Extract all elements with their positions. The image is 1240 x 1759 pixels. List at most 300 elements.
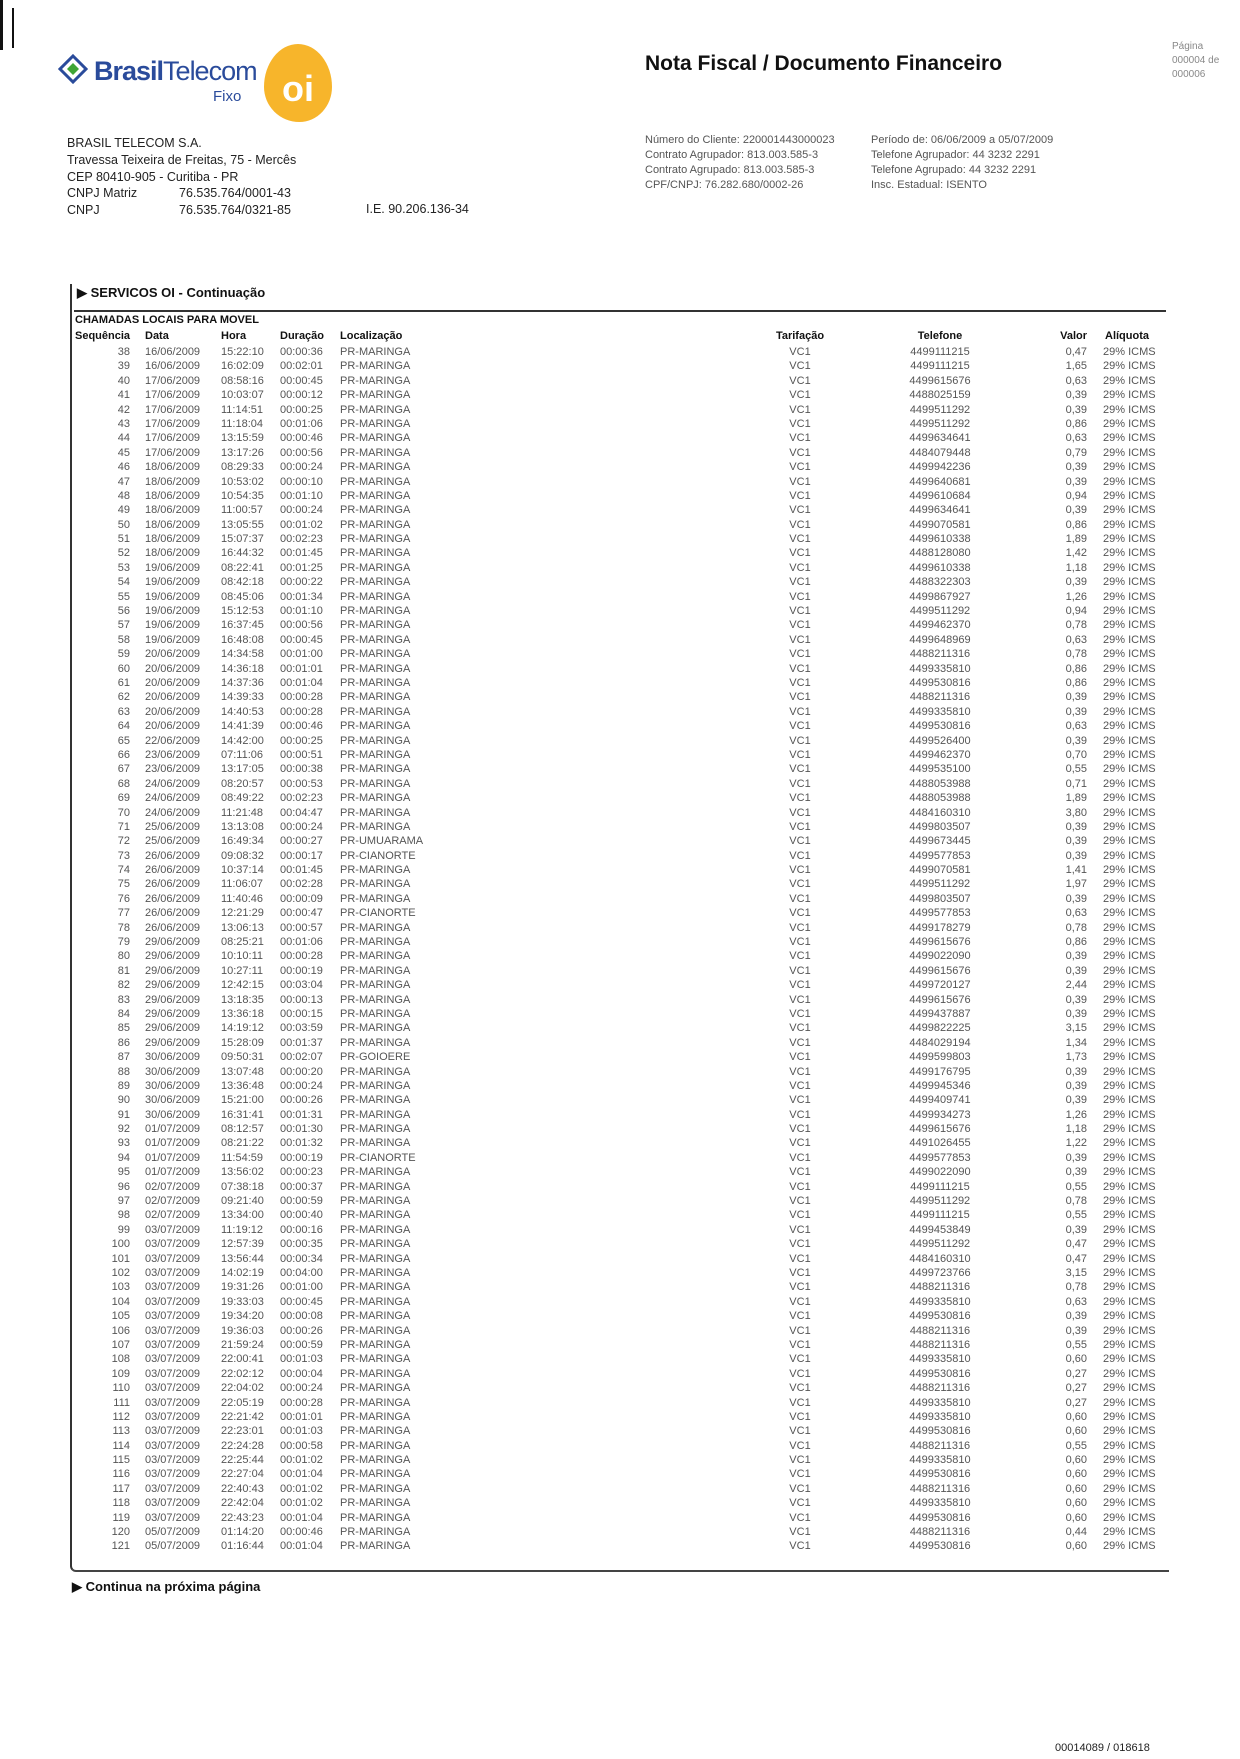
cell-localizacao: PR-MARINGA [340, 878, 411, 891]
cell-valor: 0,39 [1065, 820, 1087, 833]
cell-hora: 22:21:42 [221, 1410, 264, 1423]
cell-tarifacao: VC1 [789, 1022, 811, 1035]
cell-duracao: 00:02:23 [280, 792, 323, 805]
cell-date: 29/06/2009 [145, 1022, 201, 1035]
cell-seq: 77 [117, 907, 130, 920]
cell-telefone: 4491026455 [909, 1137, 971, 1150]
table-row [75, 863, 1165, 877]
cell-tarifacao: VC1 [789, 1007, 811, 1020]
cell-aliquota: 29% ICMS [1103, 835, 1156, 848]
cell-telefone: 4499530816 [909, 1310, 971, 1323]
cell-duracao: 00:02:28 [280, 878, 323, 891]
cell-seq: 94 [117, 1151, 130, 1164]
cell-telefone: 4488211316 [909, 1382, 971, 1395]
cell-duracao: 00:04:00 [280, 1267, 323, 1279]
cell-duracao: 00:00:51 [280, 748, 323, 761]
cell-valor: 0,55 [1065, 1180, 1087, 1193]
cell-tarifacao: VC1 [789, 633, 811, 646]
cell-hora: 19:31:26 [221, 1281, 264, 1294]
cell-aliquota: 29% ICMS [1103, 1267, 1156, 1279]
cell-localizacao: PR-MARINGA [340, 1195, 411, 1208]
cell-hora: 22:02:12 [221, 1367, 264, 1380]
cell-localizacao: PR-MARINGA [340, 432, 411, 445]
table-row [75, 359, 1165, 373]
cell-valor: 0,27 [1065, 1396, 1087, 1409]
cell-valor: 0,39 [1065, 1007, 1087, 1020]
cell-duracao: 00:00:15 [280, 1007, 323, 1020]
cell-seq: 80 [117, 950, 130, 963]
cell-date: 29/06/2009 [145, 1036, 201, 1049]
cell-aliquota: 29% ICMS [1103, 820, 1156, 833]
cell-hora: 08:42:18 [221, 576, 264, 589]
cell-hora: 08:25:21 [221, 936, 264, 949]
cell-seq: 87 [117, 1051, 130, 1064]
cell-aliquota: 29% ICMS [1103, 1252, 1156, 1265]
cell-aliquota: 29% ICMS [1103, 907, 1156, 920]
cell-aliquota: 29% ICMS [1103, 590, 1156, 603]
cell-seq: 103 [111, 1281, 130, 1294]
cell-localizacao: PR-MARINGA [340, 1410, 411, 1423]
cell-localizacao: PR-MARINGA [340, 720, 411, 733]
cell-valor: 0,60 [1065, 1468, 1087, 1481]
cell-hora: 12:21:29 [221, 907, 264, 920]
cell-telefone: 4499535100 [909, 763, 971, 776]
cell-telefone: 4499111215 [910, 1180, 970, 1193]
cell-aliquota: 29% ICMS [1103, 533, 1156, 546]
cell-localizacao: PR-MARINGA [340, 417, 411, 430]
cell-valor: 0,60 [1065, 1425, 1087, 1438]
cell-telefone: 4499178279 [909, 921, 971, 934]
cell-localizacao: PR-MARINGA [340, 1123, 411, 1136]
cell-hora: 14:41:39 [221, 720, 264, 733]
table-row [75, 906, 1165, 920]
cell-seq: 71 [117, 820, 130, 833]
cell-duracao: 00:01:01 [280, 1410, 323, 1423]
table-row [75, 618, 1165, 632]
client-info: Número do Cliente: 220001443000023 Contrato Agrupador: 813.003.585-3 Contrato Agrupado: 813.003.585-3 CPF/CNPJ: 76.282.680/0002-26 [645, 134, 835, 191]
table-row [75, 374, 1165, 388]
table-row [75, 748, 1165, 762]
table-row [75, 1482, 1165, 1496]
table-row [75, 1036, 1165, 1050]
cell-hora: 08:21:22 [221, 1137, 264, 1150]
cell-hora: 16:48:08 [221, 633, 264, 646]
cell-localizacao: PR-CIANORTE [340, 907, 416, 920]
table-row [75, 705, 1165, 719]
cell-tarifacao: VC1 [789, 878, 811, 891]
cell-valor: 0,86 [1065, 417, 1087, 430]
cell-duracao: 00:01:04 [280, 1540, 323, 1553]
cell-hora: 16:31:41 [221, 1108, 264, 1121]
cell-valor: 1,41 [1065, 864, 1087, 877]
cell-date: 30/06/2009 [145, 1079, 201, 1092]
cell-aliquota: 29% ICMS [1103, 1238, 1156, 1251]
cell-seq: 54 [117, 576, 130, 589]
cell-duracao: 00:00:26 [280, 1094, 323, 1107]
cell-tarifacao: VC1 [789, 1123, 811, 1136]
cell-seq: 110 [112, 1382, 130, 1395]
cell-localizacao: PR-MARINGA [340, 1367, 411, 1380]
table-row [75, 647, 1165, 661]
cell-telefone: 4488211316 [909, 1324, 971, 1337]
cell-localizacao: PR-MARINGA [340, 1425, 411, 1438]
cell-tarifacao: VC1 [789, 1382, 811, 1395]
table-row [75, 1180, 1165, 1194]
cell-date: 03/07/2009 [145, 1468, 201, 1481]
cell-tarifacao: VC1 [789, 461, 811, 474]
table-row [75, 676, 1165, 690]
cell-tarifacao: VC1 [789, 1180, 811, 1193]
cell-hora: 08:20:57 [221, 777, 264, 790]
cell-telefone: 4499022090 [909, 950, 971, 963]
table-row [75, 892, 1165, 906]
cell-hora: 08:58:16 [221, 374, 264, 387]
cell-telefone: 4488322303 [909, 576, 971, 589]
cell-localizacao: PR-MARINGA [340, 619, 411, 632]
cell-aliquota: 29% ICMS [1103, 1468, 1156, 1481]
cell-date: 17/06/2009 [145, 417, 201, 430]
cell-date: 29/06/2009 [145, 936, 201, 949]
cell-tarifacao: VC1 [789, 346, 811, 358]
cell-telefone: 4499720127 [909, 979, 971, 992]
cell-localizacao: PR-MARINGA [340, 1094, 411, 1107]
cell-seq: 45 [117, 446, 130, 459]
cell-telefone: 4499335810 [909, 1396, 971, 1409]
cell-telefone: 4499530816 [909, 1468, 971, 1481]
cell-aliquota: 29% ICMS [1103, 878, 1156, 891]
cell-localizacao: PR-MARINGA [340, 1022, 411, 1035]
table-row [75, 1295, 1165, 1309]
cell-hora: 13:07:48 [221, 1065, 264, 1078]
cell-tarifacao: VC1 [789, 432, 811, 445]
cell-telefone: 4488053988 [909, 792, 971, 805]
cell-valor: 0,60 [1065, 1497, 1087, 1510]
cell-seq: 115 [112, 1454, 130, 1467]
cell-valor: 1,34 [1065, 1036, 1087, 1049]
cell-tarifacao: VC1 [789, 446, 811, 459]
cell-seq: 56 [117, 605, 130, 618]
cell-telefone: 4499530816 [909, 720, 971, 733]
table-row [75, 546, 1165, 560]
cell-duracao: 00:00:26 [280, 1324, 323, 1337]
cell-date: 20/06/2009 [145, 720, 201, 733]
cell-seq: 38 [117, 346, 130, 358]
cell-date: 03/07/2009 [145, 1497, 201, 1510]
cell-localizacao: PR-MARINGA [340, 993, 411, 1006]
cell-localizacao: PR-MARINGA [340, 374, 411, 387]
col-hora: Hora [221, 330, 247, 342]
cell-seq: 79 [117, 936, 130, 949]
cell-hora: 13:56:44 [221, 1252, 264, 1265]
cell-aliquota: 29% ICMS [1103, 1123, 1156, 1136]
cell-seq: 117 [112, 1482, 130, 1495]
cell-date: 03/07/2009 [145, 1454, 201, 1467]
cell-hora: 14:36:18 [221, 662, 264, 675]
cell-seq: 106 [111, 1324, 130, 1337]
cell-tarifacao: VC1 [789, 576, 811, 589]
table-row [75, 762, 1165, 776]
cell-hora: 11:19:12 [221, 1223, 264, 1236]
cell-duracao: 00:00:35 [280, 1238, 323, 1251]
cell-aliquota: 29% ICMS [1103, 1425, 1156, 1438]
cell-hora: 07:11:06 [221, 748, 264, 761]
cell-date: 26/06/2009 [145, 921, 201, 934]
cell-localizacao: PR-MARINGA [340, 1079, 411, 1092]
cell-tarifacao: VC1 [789, 561, 811, 574]
cell-duracao: 00:00:53 [280, 777, 323, 790]
cell-duracao: 00:00:45 [280, 1295, 323, 1308]
cell-tarifacao: VC1 [789, 489, 811, 502]
cell-duracao: 00:01:30 [280, 1123, 323, 1136]
cell-duracao: 00:00:19 [280, 964, 323, 977]
cell-localizacao: PR-MARINGA [340, 403, 411, 416]
section-subtitle: CHAMADAS LOCAIS PARA MOVEL [75, 314, 259, 326]
cell-hora: 15:12:53 [221, 605, 264, 618]
cell-date: 17/06/2009 [145, 374, 201, 387]
cell-localizacao: PR-MARINGA [340, 648, 411, 661]
cell-localizacao: PR-MARINGA [340, 1353, 411, 1366]
cell-duracao: 00:02:01 [280, 360, 323, 373]
cell-duracao: 00:01:10 [280, 489, 323, 502]
cell-telefone: 4499511292 [909, 1238, 971, 1251]
cell-aliquota: 29% ICMS [1103, 1108, 1156, 1121]
cell-telefone: 4499070581 [909, 518, 971, 531]
cell-tarifacao: VC1 [789, 921, 811, 934]
cell-aliquota: 29% ICMS [1103, 1353, 1156, 1366]
table-row [75, 1050, 1165, 1064]
cell-seq: 72 [117, 835, 130, 848]
cell-aliquota: 29% ICMS [1103, 576, 1156, 589]
cell-seq: 116 [112, 1468, 130, 1481]
cell-duracao: 00:01:02 [280, 1482, 323, 1495]
cell-duracao: 00:01:01 [280, 662, 323, 675]
cell-date: 24/06/2009 [145, 777, 201, 790]
cell-telefone: 4499511292 [909, 417, 971, 430]
cell-duracao: 00:00:17 [280, 849, 323, 862]
cell-seq: 119 [112, 1511, 130, 1524]
cell-telefone: 4488211316 [909, 1281, 971, 1294]
table-row [75, 1496, 1165, 1510]
cell-valor: 3,15 [1065, 1022, 1087, 1035]
cell-localizacao: PR-MARINGA [340, 1497, 411, 1510]
cell-hora: 22:25:44 [221, 1454, 264, 1467]
cell-hora: 16:44:32 [221, 547, 264, 560]
cell-tarifacao: VC1 [789, 705, 811, 718]
cell-aliquota: 29% ICMS [1103, 1151, 1156, 1164]
table-row [75, 777, 1165, 791]
cell-hora: 13:56:02 [221, 1166, 264, 1179]
cell-valor: 0,63 [1065, 1295, 1087, 1308]
cell-tarifacao: VC1 [789, 907, 811, 920]
cell-hora: 10:27:11 [221, 964, 264, 977]
cell-localizacao: PR-MARINGA [340, 1454, 411, 1467]
cell-seq: 82 [117, 979, 130, 992]
cell-localizacao: PR-MARINGA [340, 964, 411, 977]
cell-seq: 108 [111, 1353, 130, 1366]
table-row [75, 446, 1165, 460]
table-row [75, 489, 1165, 503]
cell-localizacao: PR-MARINGA [340, 561, 411, 574]
cell-tarifacao: VC1 [789, 605, 811, 618]
cell-aliquota: 29% ICMS [1103, 1281, 1156, 1294]
cell-duracao: 00:00:46 [280, 720, 323, 733]
cell-valor: 0,39 [1065, 576, 1087, 589]
cell-valor: 0,63 [1065, 432, 1087, 445]
cell-valor: 0,60 [1065, 1454, 1087, 1467]
cell-date: 18/06/2009 [145, 547, 201, 560]
cell-date: 23/06/2009 [145, 763, 201, 776]
cell-date: 29/06/2009 [145, 964, 201, 977]
cell-date: 19/06/2009 [145, 605, 201, 618]
cell-valor: 0,39 [1065, 1079, 1087, 1092]
cell-valor: 0,39 [1065, 849, 1087, 862]
cell-aliquota: 29% ICMS [1103, 662, 1156, 675]
cell-localizacao: PR-CIANORTE [340, 1151, 416, 1164]
cell-aliquota: 29% ICMS [1103, 1209, 1156, 1222]
cell-localizacao: PR-MARINGA [340, 1511, 411, 1524]
cell-valor: 0,39 [1065, 1324, 1087, 1337]
cell-localizacao: PR-MARINGA [340, 518, 411, 531]
cell-duracao: 00:00:56 [280, 619, 323, 632]
cell-tarifacao: VC1 [789, 950, 811, 963]
cell-hora: 14:37:36 [221, 676, 264, 689]
cell-duracao: 00:00:10 [280, 475, 323, 488]
cell-hora: 15:28:09 [221, 1036, 264, 1049]
cell-tarifacao: VC1 [789, 1079, 811, 1092]
cell-seq: 49 [117, 504, 130, 517]
cell-duracao: 00:01:37 [280, 1036, 323, 1049]
cell-hora: 22:24:28 [221, 1439, 264, 1452]
cell-seq: 58 [117, 633, 130, 646]
cell-hora: 11:40:46 [221, 892, 264, 905]
cell-valor: 0,78 [1065, 648, 1087, 661]
cell-hora: 08:49:22 [221, 792, 264, 805]
cell-date: 02/07/2009 [145, 1195, 201, 1208]
cell-date: 05/07/2009 [145, 1540, 201, 1553]
cell-date: 29/06/2009 [145, 979, 201, 992]
cell-localizacao: PR-MARINGA [340, 1382, 411, 1395]
cell-date: 03/07/2009 [145, 1482, 201, 1495]
company-info: BRASIL TELECOM S.A. Travessa Teixeira de Freitas, 75 - Mercês CEP 80410-905 - Curitiba - PR CNPJ Matriz 76.535.764/0001-43 CNPJ 76.535.764/0321-85 [67, 136, 297, 218]
cell-valor: 0,39 [1065, 504, 1087, 517]
cell-tarifacao: VC1 [789, 1324, 811, 1337]
cell-date: 01/07/2009 [145, 1137, 201, 1150]
table-row [75, 1065, 1165, 1079]
cell-telefone: 4484160310 [909, 806, 971, 819]
cell-duracao: 00:04:47 [280, 806, 323, 819]
cell-seq: 46 [117, 461, 130, 474]
cell-date: 03/07/2009 [145, 1439, 201, 1452]
cell-localizacao: PR-MARINGA [340, 590, 411, 603]
cell-telefone: 4499511292 [909, 605, 971, 618]
cell-telefone: 4488211316 [909, 691, 971, 704]
cell-valor: 0,47 [1065, 1238, 1087, 1251]
cell-seq: 91 [117, 1108, 130, 1121]
cell-hora: 15:22:10 [221, 346, 264, 358]
cell-aliquota: 29% ICMS [1103, 950, 1156, 963]
cell-hora: 10:03:07 [221, 389, 264, 402]
cell-tarifacao: VC1 [789, 648, 811, 661]
cell-telefone: 4499070581 [909, 864, 971, 877]
cell-date: 20/06/2009 [145, 662, 201, 675]
cell-duracao: 00:00:08 [280, 1310, 323, 1323]
cell-telefone: 4499511292 [909, 403, 971, 416]
cell-aliquota: 29% ICMS [1103, 1310, 1156, 1323]
cell-seq: 118 [112, 1497, 130, 1510]
cell-telefone: 4499409741 [909, 1094, 971, 1107]
cell-aliquota: 29% ICMS [1103, 1036, 1156, 1049]
table-row [75, 978, 1165, 992]
cell-telefone: 4499822225 [909, 1022, 971, 1035]
cell-telefone: 4499577853 [909, 1151, 971, 1164]
cell-duracao: 00:00:46 [280, 1526, 323, 1539]
cell-localizacao: PR-MARINGA [340, 1281, 411, 1294]
cell-aliquota: 29% ICMS [1103, 619, 1156, 632]
cell-date: 29/06/2009 [145, 950, 201, 963]
cell-date: 17/06/2009 [145, 403, 201, 416]
cell-hora: 11:14:51 [221, 403, 264, 416]
cell-tarifacao: VC1 [789, 1036, 811, 1049]
cell-telefone: 4499530816 [909, 1511, 971, 1524]
cell-tarifacao: VC1 [789, 1338, 811, 1351]
cell-seq: 47 [117, 475, 130, 488]
cell-duracao: 00:00:28 [280, 705, 323, 718]
cell-duracao: 00:01:04 [280, 1511, 323, 1524]
cell-date: 18/06/2009 [145, 533, 201, 546]
cell-date: 18/06/2009 [145, 475, 201, 488]
cell-aliquota: 29% ICMS [1103, 763, 1156, 776]
cell-tarifacao: VC1 [789, 590, 811, 603]
cell-date: 05/07/2009 [145, 1526, 201, 1539]
cell-date: 26/06/2009 [145, 907, 201, 920]
cell-date: 17/06/2009 [145, 389, 201, 402]
cell-hora: 22:27:04 [221, 1468, 264, 1481]
cell-localizacao: PR-MARINGA [340, 1108, 411, 1121]
table-row [75, 345, 1165, 359]
table-row [75, 734, 1165, 748]
cell-localizacao: PR-CIANORTE [340, 849, 416, 862]
cell-aliquota: 29% ICMS [1103, 1396, 1156, 1409]
continue-note: ▶ Continua na próxima página [72, 1579, 261, 1594]
cell-valor: 0,55 [1065, 1338, 1087, 1351]
cell-aliquota: 29% ICMS [1103, 518, 1156, 531]
cell-aliquota: 29% ICMS [1103, 1497, 1156, 1510]
cell-telefone: 4499867927 [909, 590, 971, 603]
cell-telefone: 4499022090 [909, 1166, 971, 1179]
cell-localizacao: PR-MARINGA [340, 576, 411, 589]
cell-tarifacao: VC1 [789, 1151, 811, 1164]
cell-duracao: 00:00:24 [280, 504, 323, 517]
cell-aliquota: 29% ICMS [1103, 1526, 1156, 1539]
cell-tarifacao: VC1 [789, 734, 811, 747]
cell-valor: 1,26 [1065, 1108, 1087, 1121]
cell-seq: 73 [117, 849, 130, 862]
cell-telefone: 4499530816 [909, 1425, 971, 1438]
cell-aliquota: 29% ICMS [1103, 360, 1156, 373]
cell-seq: 109 [111, 1367, 130, 1380]
table-row [75, 1511, 1165, 1525]
cell-telefone: 4488211316 [909, 1439, 971, 1452]
cell-valor: 1,18 [1065, 1123, 1087, 1136]
cell-hora: 01:14:20 [221, 1526, 264, 1539]
cell-tarifacao: VC1 [789, 619, 811, 632]
cell-tarifacao: VC1 [789, 1281, 811, 1294]
cell-localizacao: PR-MARINGA [340, 763, 411, 776]
cell-seq: 92 [117, 1123, 130, 1136]
cell-telefone: 4499111215 [910, 346, 970, 358]
cell-date: 03/07/2009 [145, 1410, 201, 1423]
cell-telefone: 4499111215 [910, 1209, 970, 1222]
